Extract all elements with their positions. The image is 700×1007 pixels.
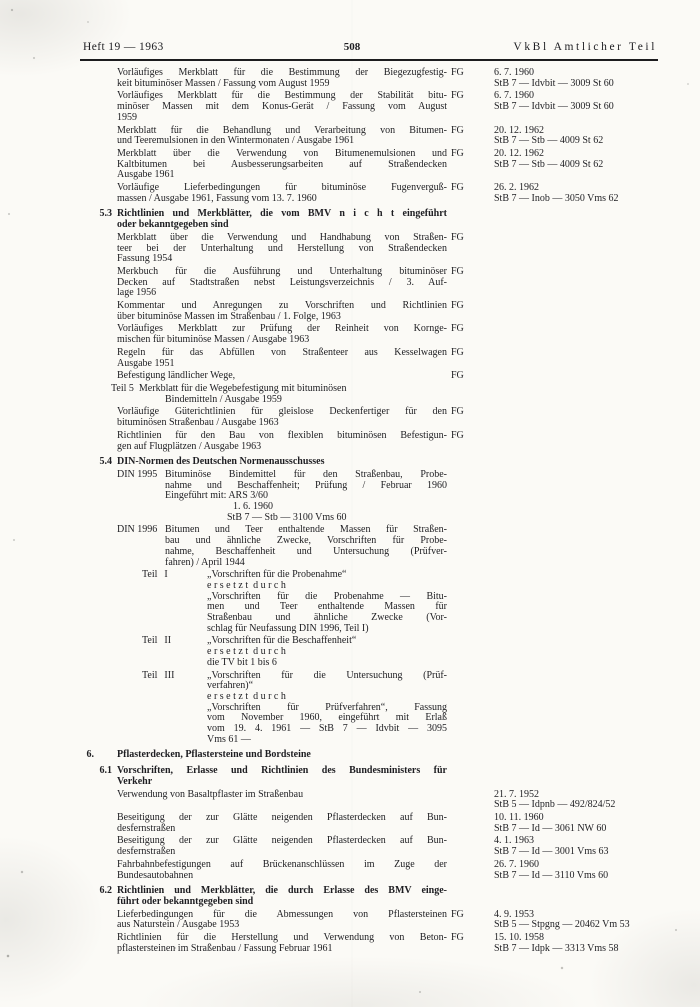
- header-title: VkBl Amtlicher Teil: [513, 41, 657, 53]
- text-line: „Vorschriften für Prüfverfahren“, Fassung: [207, 701, 447, 713]
- text-line: Verkehr: [117, 775, 153, 787]
- item-text: [117, 68, 447, 89]
- text-line: Regeln für das Abfüllen von Straßenteer aus Kesselwagen: [117, 346, 447, 358]
- item-text: [117, 183, 447, 204]
- fg-marker: FG: [451, 346, 464, 358]
- entry-row: [0, 301, 700, 322]
- entry-row: [0, 371, 700, 382]
- item-label-body: [207, 570, 447, 634]
- reference-date: 6. 7. 1960: [494, 90, 534, 102]
- reference-date: 21. 7. 1952: [494, 788, 539, 800]
- reference-date: 4. 1. 1963: [494, 835, 534, 847]
- item-label-body: [165, 525, 447, 568]
- text-line: nahme und Beschaffenheit; Prüfung / Februar 1960: [165, 479, 447, 491]
- item-label: DIN 1996: [117, 524, 158, 536]
- text-line: Richtlinien für die Herstellung und Verwendung von Beton-: [117, 932, 447, 944]
- text-line: e r s e t z t d u r c h: [207, 646, 286, 658]
- fg-marker: FG: [451, 67, 464, 78]
- reference-block: [494, 68, 700, 89]
- text-line: aus Naturstein / Ausgabe 1953: [117, 919, 240, 931]
- text-line: pflastersteinen im Straßenbau / Fassung Februar 1961: [117, 942, 333, 954]
- text-line: Pflasterdecken, Pflastersteine und Bordsteine: [117, 749, 311, 761]
- entry-row: [0, 933, 700, 954]
- reference-code: StB 7 — Stb — 4009 St 62: [494, 158, 604, 170]
- fg-marker: FG: [451, 406, 464, 418]
- reference-code: StB 7 — Id — 3001 Vms 63: [494, 846, 609, 858]
- item-text: [117, 301, 447, 322]
- text-line: men und Teer enthaltende Massen für: [207, 601, 447, 613]
- entry-row: [0, 384, 700, 405]
- reference-block: [494, 836, 700, 857]
- item-text: [117, 910, 447, 931]
- text-line: Merkblatt über die Verwendung von Bitumenemulsionen und: [117, 147, 447, 159]
- reference-code: StB 7 — Idpk — 3313 Vms 58: [494, 942, 619, 954]
- header-page-number: 508: [343, 41, 361, 53]
- text-line: verfahren)“: [207, 680, 254, 692]
- fg-marker: FG: [451, 323, 464, 335]
- text-line: minöser Massen mit dem Konus-Gerät / Fassung vom August: [117, 101, 447, 113]
- entry-row: [0, 813, 700, 834]
- item-text: [117, 813, 447, 834]
- text-line: DIN-Normen des Deutschen Normenausschusses: [117, 456, 325, 468]
- text-line: Vorläufiges Merkblatt zur Prüfung der Reinheit von Kornge-: [117, 323, 447, 335]
- text-line: desfernstraßen: [117, 822, 176, 834]
- item-label-part: Teil: [142, 569, 158, 581]
- text-line: Vms 61 —: [207, 733, 251, 745]
- reference-block: [494, 933, 700, 954]
- text-line: mischen für bituminöse Massen / Ausgabe 1963: [117, 334, 310, 346]
- item-label: DIN 1995: [117, 468, 158, 480]
- text-line: Ausgabe 1961: [117, 169, 175, 181]
- reference-code: StB 5 — Idpnb — 492/824/52: [494, 799, 616, 811]
- item-text: [117, 209, 447, 230]
- section-heading: [0, 886, 700, 907]
- item-number: 6.2: [99, 885, 112, 897]
- text-line: Vorläufiges Merkblatt für die Bestimmung der Stabilität bitu-: [117, 90, 447, 102]
- text-line: über bituminöse Massen im Straßenbau / 1. Folge, 1963: [117, 310, 341, 322]
- fg-marker: FG: [451, 182, 464, 194]
- section-heading: [0, 766, 700, 787]
- reference-date: 4. 9. 1953: [494, 908, 534, 920]
- entry-row: [0, 860, 700, 881]
- item-text: [117, 525, 447, 568]
- item-label-part: II: [164, 635, 172, 647]
- text-line: desfernstraßen: [117, 846, 176, 858]
- fg-marker: FG: [451, 90, 464, 102]
- section-heading: [0, 209, 700, 230]
- entry-row: [0, 149, 700, 181]
- section-heading: [0, 457, 700, 468]
- item-text: [117, 407, 447, 428]
- text-line: Vorschriften, Erlasse und Richtlinien des Bundesministers für: [117, 765, 447, 777]
- text-line: führt oder bekanntgegeben sind: [117, 895, 254, 907]
- item-number: 6.: [86, 749, 94, 761]
- text-line: teer bei der Unterhaltung und Herstellung von Straßendecken: [117, 242, 447, 254]
- text-line: Merkblatt für die Behandlung und Verarbeitung von Bitumen-: [117, 124, 447, 136]
- text-line: bituminösen Straßenbau / Ausgabe 1963: [117, 417, 279, 429]
- text-line: schlag für Neufassung DIN 1996, Teil I): [207, 622, 369, 634]
- reference-code: StB 7 — Idvbit — 3009 St 60: [494, 77, 614, 89]
- entry-row: [0, 324, 700, 345]
- reference-code: StB 7 — Id — 3110 Vms 60: [494, 869, 609, 881]
- reference-block: [494, 790, 700, 811]
- text-line: massen / Ausgabe 1961, Fassung vom 13. 7. 1960: [117, 192, 317, 204]
- entry-row: [0, 233, 700, 265]
- item-label-part: III: [164, 669, 175, 681]
- fg-marker: FG: [451, 124, 464, 136]
- item-label-part: I: [164, 569, 168, 581]
- reference-code: StB 7 — Inob — 3050 Vms 62: [494, 192, 619, 204]
- text-line: Straßenbau und ähnliche Zwecke (Vor-: [207, 612, 447, 624]
- text-line: „Vorschriften für die Beschaffenheit“: [207, 635, 357, 647]
- reference-code: StB 5 — Stpgng — 20462 Vm 53: [494, 919, 630, 931]
- item-number: 5.3: [99, 208, 112, 220]
- item-label-body: [207, 671, 447, 746]
- section-heading: [0, 750, 700, 761]
- text-line: vom 19. 4. 1961 — StB 7 — Idvbit — 3095: [207, 723, 447, 735]
- text-line: Bitumen und Teer enthaltende Massen für Straßen-: [165, 524, 447, 536]
- item-text: [117, 636, 447, 668]
- text-line: Beseitigung der zur Glätte neigenden Pflasterdecken auf Bun-: [117, 835, 447, 847]
- item-text: [117, 324, 447, 345]
- text-line: lage 1956: [117, 287, 157, 299]
- text-line: Kaltbitumen bei Ausbesserungsarbeiten auf Straßendecken: [117, 158, 447, 170]
- item-label-body: [165, 470, 447, 524]
- entry-row: [0, 790, 700, 811]
- item-label-part: Teil: [142, 635, 158, 647]
- item-label: [142, 671, 207, 746]
- reference-code: StB 7 — Idvbit — 3009 St 60: [494, 101, 614, 113]
- item-text: [117, 431, 447, 452]
- text-line: Bindemitteln / Ausgabe 1959: [165, 393, 282, 405]
- fg-marker: FG: [451, 300, 464, 312]
- text-line: oder bekanntgegeben sind: [117, 219, 229, 231]
- text-line: keit bituminöser Massen / Fassung vom August 1959: [117, 77, 330, 89]
- text-line: Bundesautobahnen: [117, 869, 194, 881]
- text-line: Merkblatt über die Verwendung und Handhabung von Straßen-: [117, 231, 447, 243]
- text-line: Decken auf Stadtstraßen nebst Leistungsverzeichnis / 3. Auf-: [117, 276, 447, 288]
- item-text: [117, 267, 447, 299]
- text-line: Bituminöse Bindemittel für den Straßenbau, Probe-: [165, 468, 447, 480]
- reference-date: 20. 12. 1962: [494, 147, 544, 159]
- text-line: „Vorschriften für die Untersuchung (Prüf-: [207, 669, 447, 681]
- entry-row: [0, 407, 700, 428]
- text-line: Richtlinien für den Bau von flexiblen bituminösen Befestigun-: [117, 429, 447, 441]
- reference-block: [494, 149, 700, 170]
- item-text: [117, 91, 447, 123]
- entry-row: [0, 183, 700, 204]
- reference-date: 26. 7. 1960: [494, 858, 539, 870]
- fg-marker: FG: [451, 370, 464, 382]
- reference-date: 10. 11. 1960: [494, 812, 544, 823]
- text-line: fahren) / April 1944: [165, 556, 245, 568]
- text-line: Vorläufiges Merkblatt für die Bestimmung der Biegezugfestig-: [117, 67, 447, 78]
- item-text: [117, 790, 447, 801]
- item-text: [117, 371, 447, 382]
- text-line: gen auf Flugplätzen / Ausgabe 1963: [117, 440, 262, 452]
- entry-row: [0, 348, 700, 369]
- reference-block: [494, 813, 700, 834]
- text-line: Teil 5 Merkblatt für die Wegebefestigung mit bituminösen: [111, 382, 347, 394]
- entry-row: [0, 671, 700, 746]
- reference-date: 15. 10. 1958: [494, 932, 544, 944]
- item-text: [117, 836, 447, 857]
- item-label-part: Teil: [142, 669, 158, 681]
- document-body: [0, 68, 700, 954]
- reference-block: [494, 126, 700, 147]
- text-line: und Teeremulsionen in den Wintermonaten / Ausgabe 1961: [117, 135, 355, 147]
- text-line: „Vorschriften für die Probenahme“: [207, 569, 347, 581]
- text-line: Fahrbahnbefestigungen auf Brückenanschlüssen im Zuge der: [117, 858, 447, 870]
- entry-row: [0, 126, 700, 147]
- text-line: Eingeführt mit: ARS 3/60: [165, 490, 269, 502]
- text-line: „Vorschriften für die Probenahme — Bitu-: [207, 590, 447, 602]
- item-text: [117, 126, 447, 147]
- item-text: [117, 149, 447, 181]
- item-text: [117, 886, 447, 907]
- text-line: Kommentar und Anregungen zu Vorschriften und Richtlinien: [117, 300, 447, 312]
- reference-date: 20. 12. 1962: [494, 124, 544, 136]
- reference-code: StB 7 — Stb — 4009 St 62: [494, 135, 604, 147]
- entry-row: [0, 68, 700, 89]
- fg-marker: FG: [451, 231, 464, 243]
- item-text: [111, 382, 447, 405]
- fg-marker: FG: [451, 932, 464, 944]
- item-number: 5.4: [99, 456, 112, 468]
- entry-row: [0, 91, 700, 123]
- text-line: Vorläufige Lieferbedingungen für bituminöse Fugenverguß-: [117, 182, 447, 194]
- text-line: e r s e t z t d u r c h: [207, 579, 286, 591]
- entry-row: [0, 525, 700, 568]
- text-line: Richtlinien und Merkblätter, die durch Erlasse des BMV einge-: [117, 885, 447, 897]
- entry-row: [0, 910, 700, 931]
- text-line: Richtlinien und Merkblätter, die vom BMV n i c h t eingeführt: [117, 208, 447, 220]
- fg-marker: FG: [451, 265, 464, 277]
- item-text: [117, 348, 447, 369]
- entry-row: [0, 470, 700, 524]
- entry-row: [0, 570, 700, 634]
- text-line: Befestigung ländlicher Wege,: [117, 370, 236, 382]
- reference-block: [494, 860, 700, 881]
- reference-block: [494, 183, 700, 204]
- item-text: [117, 766, 447, 787]
- fg-marker: FG: [451, 908, 464, 920]
- item-number: 6.1: [99, 765, 112, 777]
- reference-code: StB 7 — Id — 3061 NW 60: [494, 822, 607, 834]
- text-line: Lieferbedingungen für die Abmessungen von Pflastersteinen: [117, 908, 447, 920]
- text-line: vom November 1960, eingeführt mit Erlaß: [207, 712, 447, 724]
- item-text: [117, 750, 447, 761]
- item-text: [117, 470, 447, 524]
- text-line: bau und ähnliche Zwecke, Vorschriften für Probe-: [165, 535, 447, 547]
- reference-date: 6. 7. 1960: [494, 67, 534, 78]
- item-text: [117, 933, 447, 954]
- text-line: Beseitigung der zur Glätte neigenden Pflasterdecken auf Bun-: [117, 812, 447, 823]
- text-line: Fassung 1954: [117, 253, 173, 265]
- text-line: StB 7 — Stb — 3100 Vms 60: [227, 511, 347, 523]
- text-line: nahme, Beschaffenheit und Untersuchung (Prüfver-: [165, 545, 447, 557]
- item-label: [142, 636, 207, 668]
- fg-marker: FG: [451, 147, 464, 159]
- item-label: [142, 570, 207, 634]
- reference-block: [494, 91, 700, 112]
- reference-block: [494, 910, 700, 931]
- item-text: [117, 233, 447, 265]
- item-text: [117, 671, 447, 746]
- text-line: e r s e t z t d u r c h: [207, 690, 286, 702]
- text-line: 1. 6. 1960: [233, 501, 273, 513]
- reference-date: 26. 2. 1962: [494, 182, 539, 194]
- text-line: die TV bit 1 bis 6: [207, 656, 277, 668]
- header-issue: Heft 19 — 1963: [83, 41, 164, 53]
- fg-marker: FG: [451, 429, 464, 441]
- entry-row: [0, 836, 700, 857]
- header-rule: [80, 59, 658, 61]
- text-line: 1959: [117, 111, 137, 123]
- entry-row: [0, 267, 700, 299]
- item-text: [117, 457, 447, 468]
- entry-row: [0, 636, 700, 668]
- entry-row: [0, 431, 700, 452]
- text-line: Vorläufige Güterichtlinien für gleislose Deckenfertiger für den: [117, 406, 447, 418]
- text-line: Merkbuch für die Ausführung und Unterhaltung bituminöser: [117, 265, 447, 277]
- item-label-body: [207, 636, 447, 668]
- item-text: [117, 570, 447, 634]
- item-text: [117, 860, 447, 881]
- text-line: Verwendung von Basaltpflaster im Straßenbau: [117, 788, 304, 800]
- text-line: Ausgabe 1951: [117, 357, 175, 369]
